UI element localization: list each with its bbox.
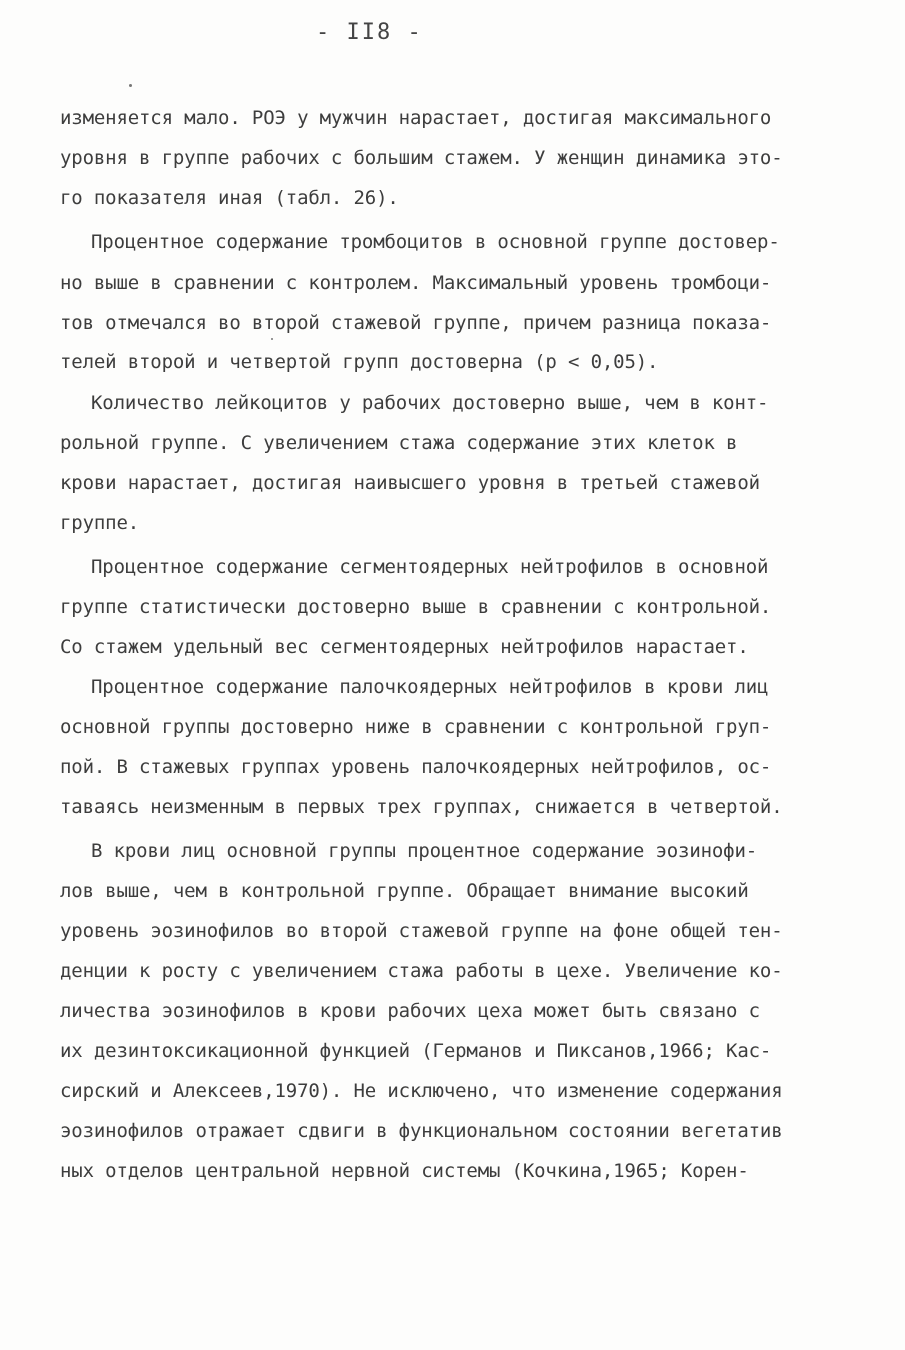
text-line: лов выше, чем в контрольной группе. Обращает внимание высокий: [60, 880, 749, 902]
text-line: пой. В стажевых группах уровень палочкоядерных нейтрофилов, ос-: [60, 756, 772, 778]
text-line: Количество лейкоцитов у рабочих достоверно выше, чем в конт-: [91, 392, 769, 414]
text-line: Процентное содержание тромбоцитов в основной группе достовер-: [91, 231, 780, 253]
text-line: личества эозинофилов в крови рабочих цеха может быть связано с: [60, 1000, 760, 1022]
text-line: уровень эозинофилов во второй стажевой группе на фоне общей тен-: [60, 920, 783, 942]
text-line: рольной группе. С увеличением стажа содержание этих клеток в: [60, 432, 738, 454]
text-line: изменяется мало. РОЭ у мужчин нарастает, достигая максимального: [60, 107, 772, 129]
text-line: группе статистически достоверно выше в сравнении с контрольной.: [60, 596, 772, 618]
text-line: Процентное содержание палочкоядерных нейтрофилов в крови лиц: [91, 676, 769, 698]
text-line: Со стажем удельный вес сегментоядерных нейтрофилов нарастает.: [60, 636, 749, 658]
scan-speck: [129, 84, 132, 87]
text-line: Процентное содержание сегментоядерных нейтрофилов в основной: [91, 556, 769, 578]
text-line: денции к росту с увеличением стажа работы в цехе. Увеличение ко-: [60, 960, 783, 982]
text-line: группе.: [60, 512, 140, 534]
text-line: В крови лиц основной группы процентное содержание эозинофи-: [91, 840, 758, 862]
text-line: го показателя иная (табл. 26).: [60, 187, 399, 209]
scan-speck: [271, 338, 273, 340]
text-line: их дезинтоксикационной функцией (Германов и Пиксанов,1966; Кас-: [60, 1040, 772, 1062]
text-line: тов отмечался во второй стажевой группе, причем разница показа-: [60, 312, 772, 334]
text-line: но выше в сравнении с контролем. Максимальный уровень тромбоци-: [60, 272, 772, 294]
text-line: ных отделов центральной нервной системы (Кочкина,1965; Корен-: [60, 1160, 749, 1182]
text-line: уровня в группе рабочих с большим стажем. У женщин динамика это-: [60, 147, 783, 169]
text-line: сирский и Алексеев,1970). Не исключено, что изменение содержания: [60, 1080, 783, 1102]
text-line: таваясь неизменным в первых трех группах, снижается в четвертой.: [60, 796, 783, 818]
text-line: основной группы достоверно ниже в сравнении с контрольной груп-: [60, 716, 772, 738]
text-line: эозинофилов отражает сдвиги в функциональном состоянии вегетатив: [60, 1120, 783, 1142]
text-line: телей второй и четвертой групп достоверна (р < 0,05).: [60, 351, 659, 373]
page-number: - II8 -: [316, 20, 423, 45]
text-line: крови нарастает, достигая наивысшего уровня в третьей стажевой: [60, 472, 760, 494]
